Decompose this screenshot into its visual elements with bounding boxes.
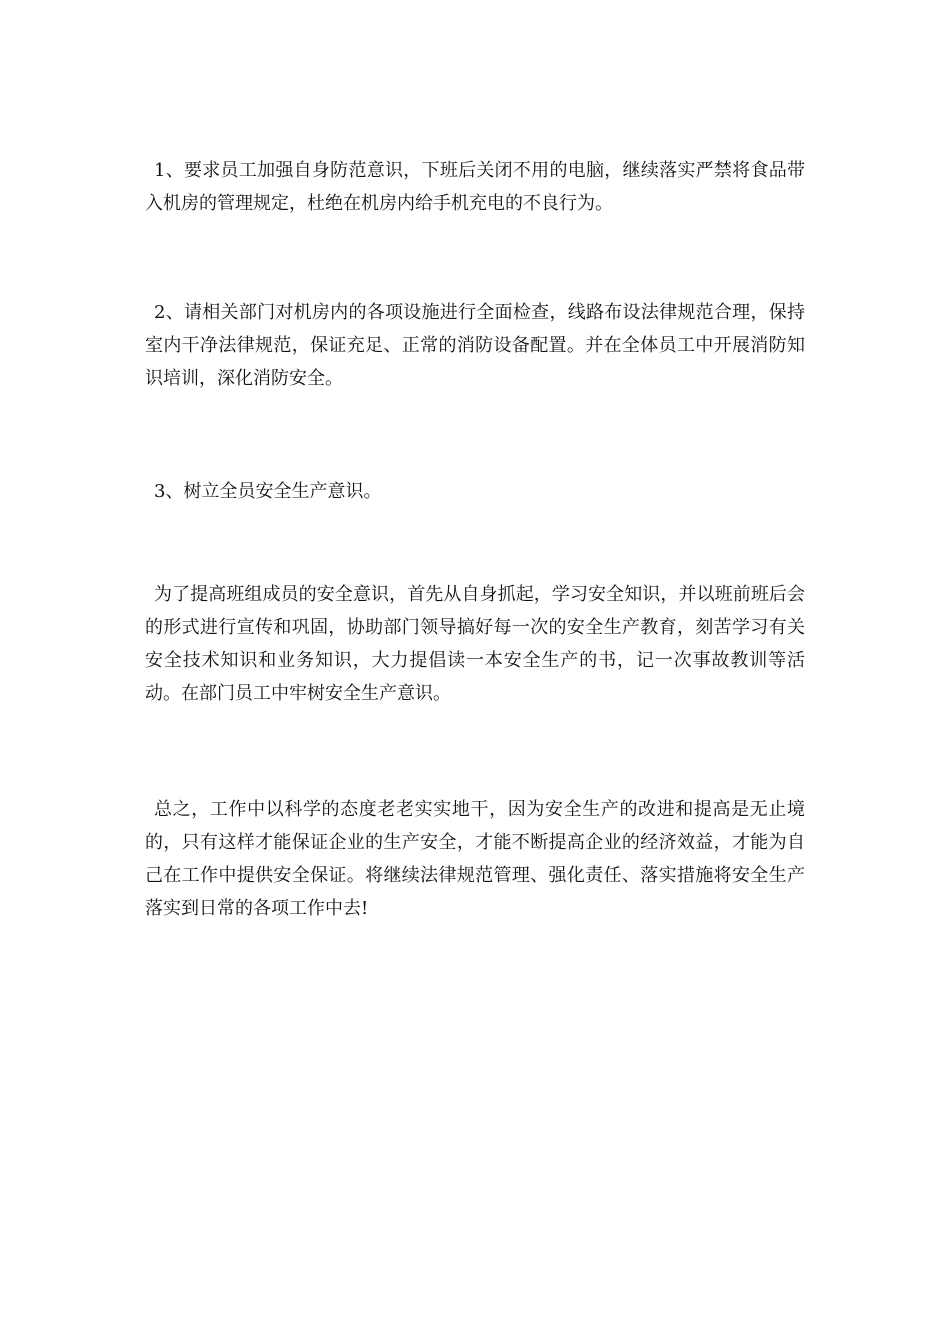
- paragraph-conclusion: 总之，工作中以科学的态度老老实实地干，因为安全生产的改进和提高是无止境的，只有这样才能保证企业的生产安全，才能不断提高企业的经济效益，才能为自己在工作中提供安全保证。将继续法律规范管理、强化责任、落实措施将安全生产落实到日常的各项工作中去!: [145, 799, 805, 919]
- paragraph-item-3: 3、树立全员安全生产意识。: [154, 481, 382, 502]
- paragraph-item-2: 2、请相关部门对机房内的各项设施进行全面检查，线路布设法律规范合理，保持室内干净法律规范，保证充足、正常的消防设备配置。并在全体员工中开展消防知识培训，深化消防安全。: [145, 302, 805, 389]
- paragraph-awareness: 为了提高班组成员的安全意识，首先从自身抓起，学习安全知识，并以班前班后会的形式进行宣传和巩固，协助部门领导搞好每一次的安全生产教育，刻苦学习有关安全技术知识和业务知识，大力提倡读一本安全生产的书，记一次事故教训等活动。在部门员工中牢树安全生产意识。: [145, 584, 805, 704]
- paragraph-item-1: 1、要求员工加强自身防范意识，下班后关闭不用的电脑，继续落实严禁将食品带入机房的管理规定，杜绝在机房内给手机充电的不良行为。: [145, 160, 805, 214]
